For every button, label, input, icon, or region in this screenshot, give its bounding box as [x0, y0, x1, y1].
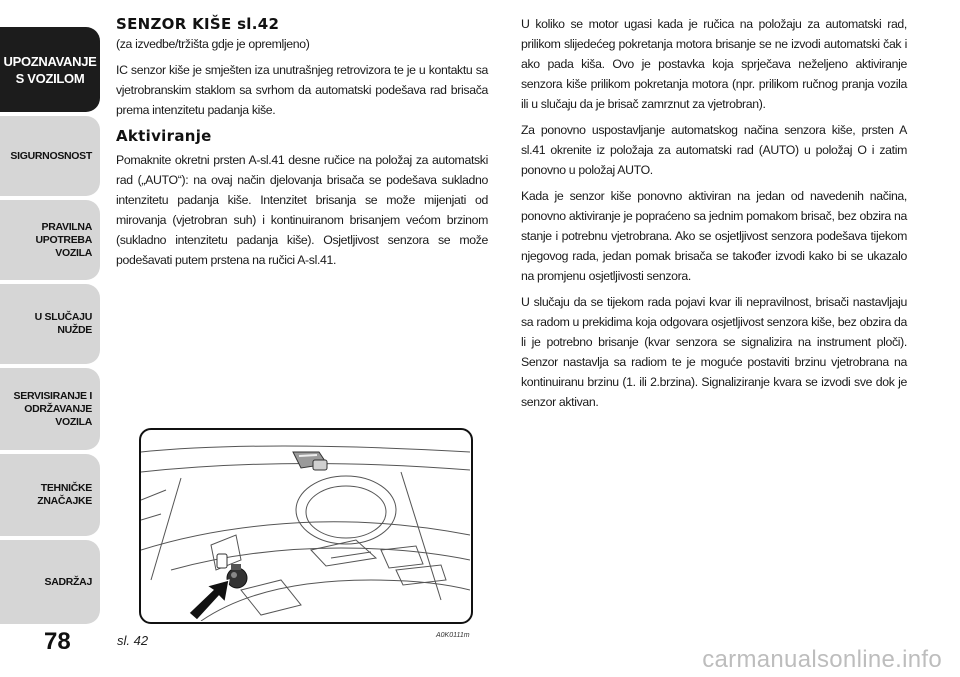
tab-label-line: SADRŽAJ [44, 575, 92, 588]
tab-label-line: UPOZNAVANJE [3, 53, 97, 69]
tab-label-line: VOZILA [55, 415, 92, 428]
paragraph: U koliko se motor ugasi kada je ručica na položaju za automatski rad, prilikom slijedećeg pokretanja motora brisanje se ne izvodi automatski čak i ako pada kiša. Ovo je postavka koja sprječava neželjeno aktiviranje senzora kiše prilikom pokretanja motora (npr. prilikom ručnog pranja vozila ili u slučaju da je brisač zamrznut za vjetrobran). [521, 17, 907, 111]
tab-label-line: U SLUČAJU [34, 311, 92, 323]
figure-rain-sensor [139, 428, 473, 624]
page-number: 78 [44, 628, 71, 655]
tab-label-line: ZNAČAJKE [37, 495, 92, 507]
paragraph: U slučaju da se tijekom rada pojavi kvar ili nepravilnost, brisači nastavljaju sa radom u prekidima koja odgovara osjetljivost senzora kiše, bez obzira da li je potrebno brisanje (kvar senzora se signalizira na instrument ploči). Senzor nastavlja sa radiom te je moguće postaviti brzinu vjetrobrana na kontinuiranu brzinu (1. ili 2.brzina). Signaliziranje kvara se izvodi sve dok je senzor aktivan. [521, 295, 907, 409]
tab-pravilna-upotreba-vozila[interactable] [0, 200, 100, 280]
rain-sensor-illustration [141, 430, 470, 621]
subheading-aktiviranje: Aktiviranje [116, 127, 212, 145]
tab-label-line: UPOTREBA [35, 233, 92, 246]
figure-code: A0K0111m [436, 632, 470, 639]
tab-u-slucaju-nuzde[interactable] [0, 284, 100, 364]
watermark: carmanualsonline.info [702, 646, 942, 673]
intro-paragraph: IC senzor kiše je smješten iza unutrašnjeg retrovizora te je u kontaktu sa vjetrobranskim staklom sa svrhom da automatski podešava rad brisača prema intenzitetu padanja kiše. [116, 63, 488, 117]
tab-label-line: PRAVILNA [41, 220, 92, 233]
section-heading: SENZOR KIŠE sl.42 [116, 15, 280, 33]
tab-servisiranje-i-odrzavanje[interactable] [0, 368, 100, 450]
tab-label-line: NUŽDE [57, 324, 92, 336]
figure-caption: sl. 42 [117, 633, 149, 648]
body-paragraph: Pomaknite okretni prsten A-sl.41 desne ručice na položaj za automatski rad („AUTO“): na ovaj način djelovanja brisača se podešava sukladno intenzitetu padanja kiše. Intenzitet brisanja se može mijenjati od mirovanja (vjetrobran suh) i kontinuiranom brisanjem većom brzinom (sukladno intenzitetu padanja kiše). Osjetljivost senzora se može podešavati putem prstena na ručici A-sl.41. [116, 153, 488, 267]
paragraph: Kada je senzor kiše ponovno aktiviran na jedan od navedenih načina, ponovno aktiviranje je popraćeno sa jednim pomakom brisač, bez obzira na stanje i potrebnu vjetrobrana. Ako se osjetljivost senzora podešava tijekom njegovog rada, jedan pomak brisača se također izvodi kako bi se ukazalo na promjenu osjetljivosti senzora. [521, 189, 907, 283]
tab-upoznavanje-s-vozilom[interactable] [0, 27, 100, 112]
tab-label-line: ODRŽAVANJE [24, 402, 92, 415]
tab-label-line: S VOZILOM [15, 70, 85, 86]
arrow-icon [189, 580, 229, 620]
tab-sigurnosnost[interactable] [0, 116, 100, 196]
tab-label-line: VOZILA [55, 246, 92, 259]
left-column [116, 14, 488, 276]
paragraph: Za ponovno uspostavljanje automatskog načina senzora kiše, prsten A sl.41 okrenite iz položaja za automatski rad (AUTO) u položaj O i zatim ponovno u položaj AUTO. [521, 123, 907, 177]
right-column [521, 14, 907, 418]
tab-label-line: SERVISIRANJE I [13, 389, 92, 402]
tab-tehnicke-znacajke[interactable] [0, 454, 100, 536]
tab-label-line: TEHNIČKE [40, 482, 92, 494]
tab-label-line: SIGURNOSNOST [10, 149, 92, 162]
section-subtitle: (za izvedbe/tržišta gdje je opremljeno) [116, 37, 310, 51]
tab-sadrzaj[interactable] [0, 540, 100, 624]
